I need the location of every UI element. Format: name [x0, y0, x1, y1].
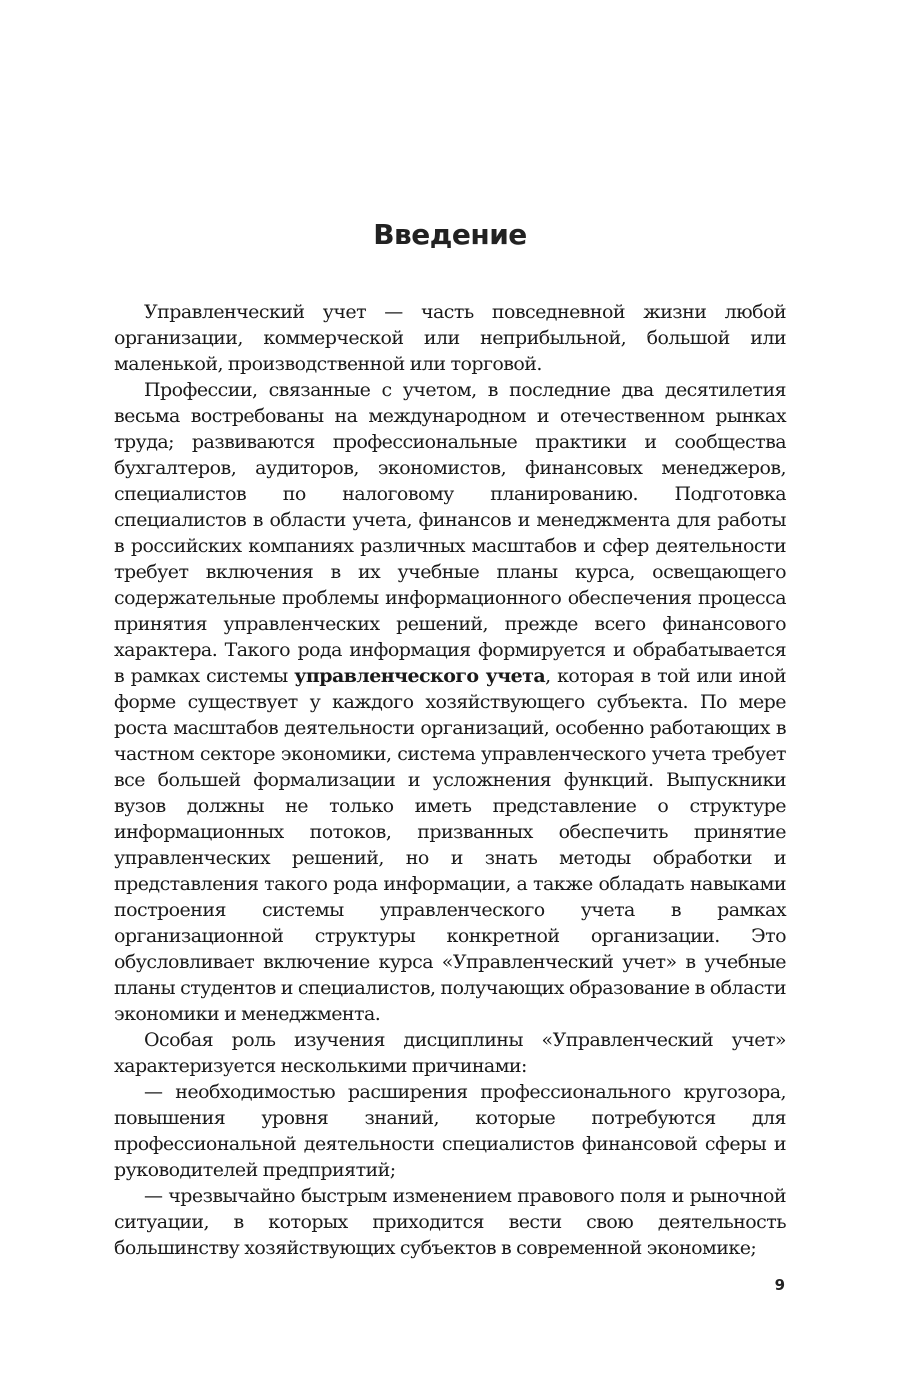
term-management-accounting: управленческого учета: [294, 665, 546, 687]
list-item-reason-2: — чрезвычайно быстрым изменением правового поля и рыночной ситуации, в которых приходится вести свою деятельность большинству хозяйствующих субъектов в современной экономике;: [114, 1185, 786, 1259]
chapter-body: [114, 299, 786, 1261]
paragraph-professions-text-end: , которая в той или иной форме существует у каждого хозяйствующего субъекта. По мере роста масштабов деятельности организаций, особенно работающих в частном секторе экономики, система управленческого учета требует все большей формализации и усложнения функций. Выпускники вузов должны не только иметь представление о структуре информационных потоков, призванных обеспечить принятие управленческих решений, но и знать методы обработки и представления такого рода информации, а также обладать навыками построения системы управленческого учета в рамках организационной структуры конкретной организации. Это обусловливает включение курса «Управленческий учет» в учебные планы студентов и специалистов, получающих образование в области экономики и менеджмента.: [114, 665, 786, 1025]
chapter-title: Введение: [373, 218, 527, 251]
paragraph-professions-text-start: Профессии, связанные с учетом, в последние два десятилетия весьма востребованы на международном и отечественном рынках труда; развиваются профессиональные практики и сообщества бухгалтеров, аудиторов, экономистов, финансовых менеджеров, специалистов по налоговому планированию. Подготовка специалистов в области учета, финансов и менеджмента для работы в российских компаниях различных масштабов и сфер деятельности требует включения в их учебные планы курса, освещающего содержательные проблемы информационного обеспечения процесса принятия управленческих решений, прежде всего финансового характера. Такого рода информация формируется и обрабатывается в рамках системы: [114, 379, 786, 687]
page-number: 9: [774, 1276, 785, 1294]
paragraph-professions: [114, 377, 786, 1027]
list-item-reason-1: — необходимостью расширения профессионального кругозора, повышения уровня знаний, которые потребуются для профессиональной деятельности специалистов финансовой сферы и руководителей предприятий;: [114, 1081, 786, 1181]
paragraph-intro: Управленческий учет — часть повседневной жизни любой организации, коммерческой или неприбыльной, большой или маленькой, производственной или торговой.: [114, 301, 786, 375]
paragraph-reasons-intro: Особая роль изучения дисциплины «Управленческий учет» характеризуется несколькими причинами:: [114, 1029, 786, 1077]
